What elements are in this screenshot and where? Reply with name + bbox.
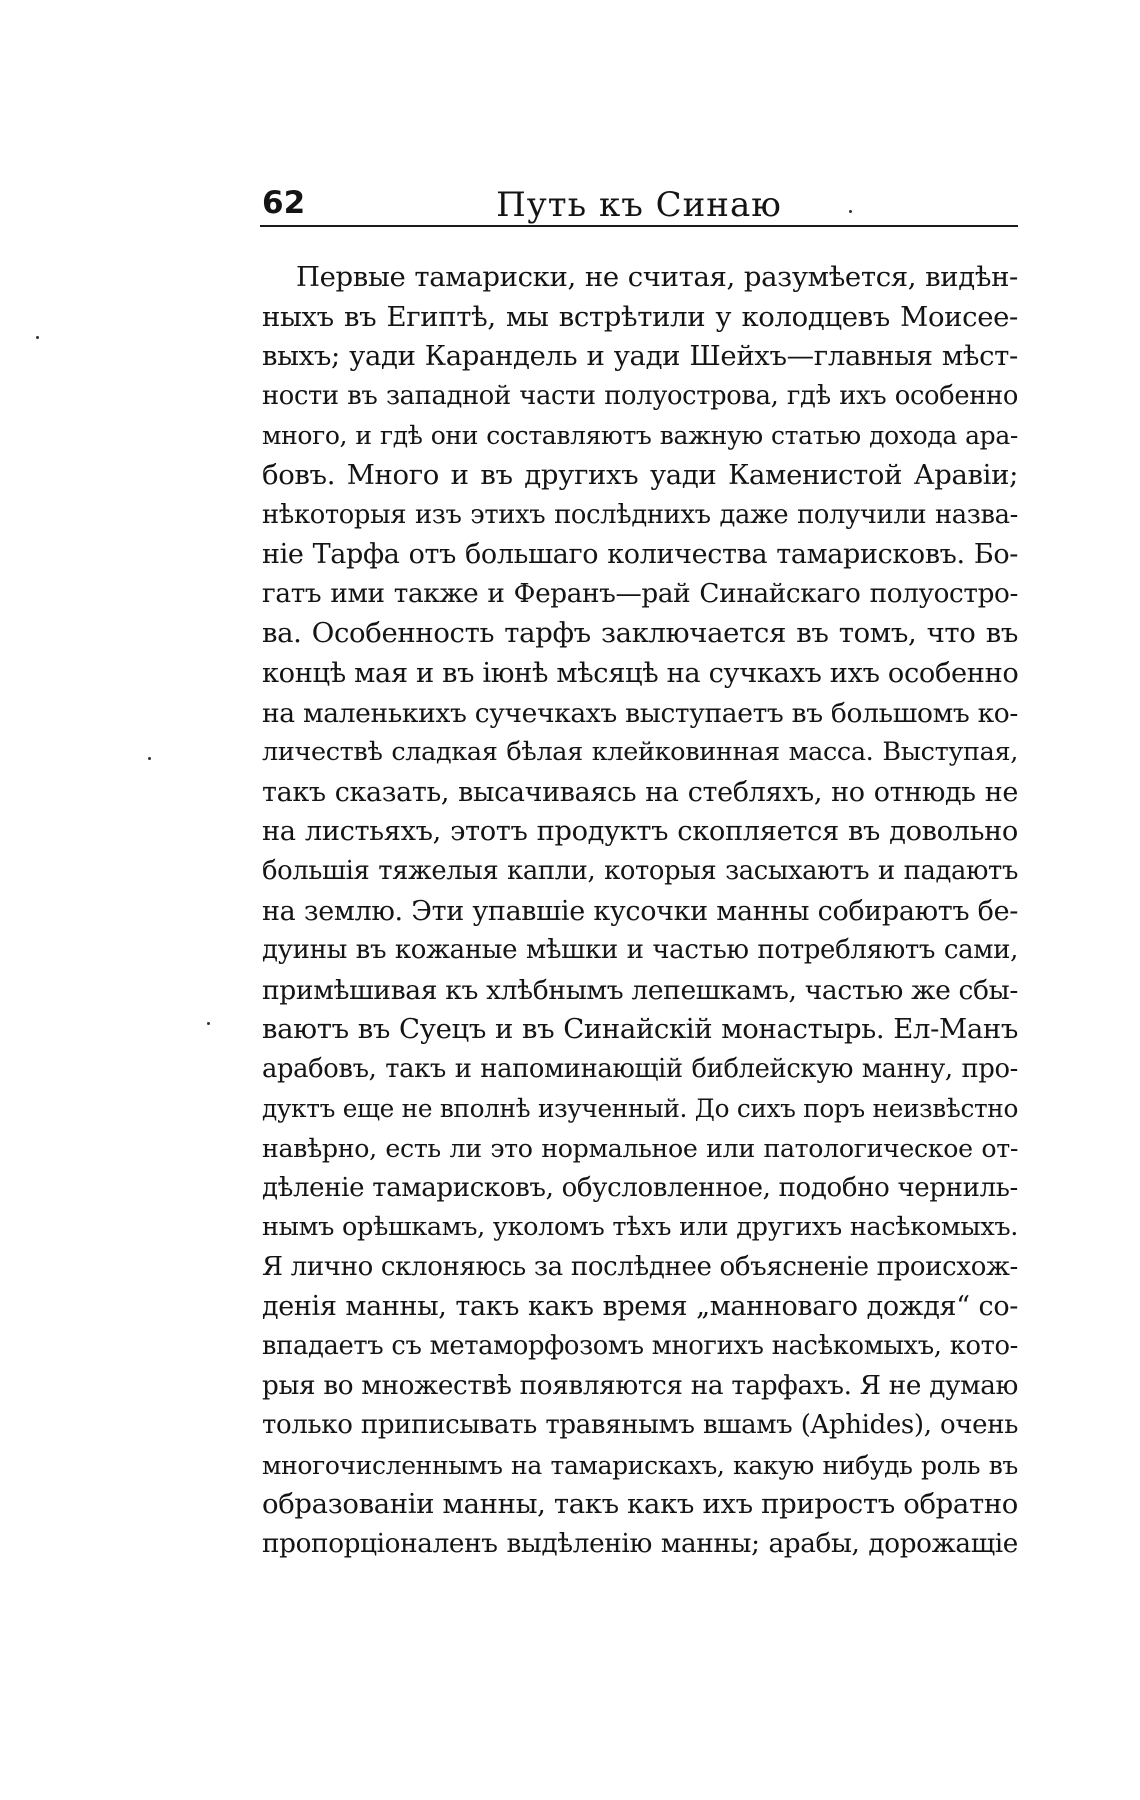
text-line: ности въ западной части полуострова, гдѣ ихъ особенно [262, 380, 1018, 411]
text-line: личествѣ сладкая бѣлая клейковинная масса. Выступая, [262, 737, 1018, 768]
text-line: на листьяхъ, этотъ продуктъ скопляется въ довольно [262, 816, 1018, 848]
text-line: образованіи манны, такъ какъ ихъ приростъ обратно [262, 1488, 1019, 1521]
text-line: многочисленнымъ на тамарискахъ, какую нибудь роль въ [262, 1450, 1018, 1480]
text-line: арабовъ, такъ и напоминающій библейскую манну, про- [262, 1053, 1018, 1084]
text-line: дуины въ кожаные мѣшки и частью потребляютъ сами, [262, 935, 1018, 966]
page-number: 62 [262, 185, 306, 221]
scan-speck [148, 757, 151, 760]
text-line: навѣрно, есть ли это нормальное или патологическое от- [262, 1134, 1018, 1164]
scan-speck [36, 336, 39, 339]
text-line: ваютъ въ Суецъ и въ Синайскій монастырь. Ел-Манъ [262, 1013, 1018, 1046]
text-line: пропорціоналенъ выдѣленію манны; арабы, дорожащіе [262, 1529, 1018, 1559]
text-line: дуктъ еще не вполнѣ изученный. До сихъ поръ неизвѣстно [262, 1094, 1018, 1124]
text-line: дѣленіе тамарисковъ, обусловленное, подобно черниль- [262, 1172, 1018, 1203]
text-line: только приписывать травянымъ вшамъ (Aphides), очень [262, 1410, 1018, 1441]
text-line: концѣ мая и въ іюнѣ мѣсяцѣ на сучкахъ ихъ особенно [262, 657, 1019, 689]
text-line: много, и гдѣ они составляютъ важную статью дохода ара- [262, 421, 1018, 451]
text-line: денія манны, такъ какъ время „манноваго дождя“ со- [262, 1291, 1018, 1323]
text-line: на землю. Эти упавшіе кусочки манны собираютъ бе- [262, 895, 1018, 927]
text-line: ніе Тарфа отъ большаго количества тамарисковъ. Бо- [262, 539, 1018, 571]
text-line: примѣшивая къ хлѣбнымъ лепешкамъ, частью же сбы- [262, 974, 1018, 1006]
text-line: Первые тамариски, не считая, разумѣется, видѣн- [296, 261, 1018, 293]
text-line: ныхъ въ Египтѣ, мы встрѣтили у колодцевъ Моисее- [262, 300, 1018, 333]
text-line: большія тяжелыя капли, которыя засыхаютъ и падаютъ [262, 855, 1018, 886]
text-line: впадаетъ съ метаморфозомъ многихъ насѣкомыхъ, кото- [262, 1331, 1018, 1362]
text-line: нѣкоторыя изъ этихъ послѣднихъ даже получили назва- [262, 499, 1018, 530]
text-line: бовъ. Много и въ другихъ уади Каменистой Аравіи; [262, 458, 1018, 491]
text-line: выхъ; уади Карандель и уади Шейхъ—главныя мѣст- [262, 340, 1018, 373]
scan-speck [207, 1022, 210, 1025]
body-text [262, 258, 1018, 1565]
running-title: Путь къ Синаю [496, 185, 782, 225]
text-line: такъ сказать, высачиваясь на стебляхъ, но отнюдь не [262, 776, 1018, 808]
text-line: рыя во множествѣ появляются на тарфахъ. Я не думаю [262, 1370, 1018, 1401]
running-header [260, 185, 1018, 227]
text-line: нымъ орѣшкамъ, уколомъ тѣхъ или другихъ насѣкомыхъ. [262, 1212, 1018, 1243]
text-line: ва. Особенность тарфъ заключается въ томъ, что въ [262, 617, 1018, 650]
text-line: гатъ ими также и Феранъ—рай Синайскаго полуостро- [262, 578, 1018, 609]
text-line: на маленькихъ сучечкахъ выступаетъ въ большомъ ко- [262, 697, 1018, 729]
text-line: Я лично склоняюсь за послѣднее объясненіе происхож- [262, 1251, 1018, 1282]
scan-speck [849, 210, 852, 213]
